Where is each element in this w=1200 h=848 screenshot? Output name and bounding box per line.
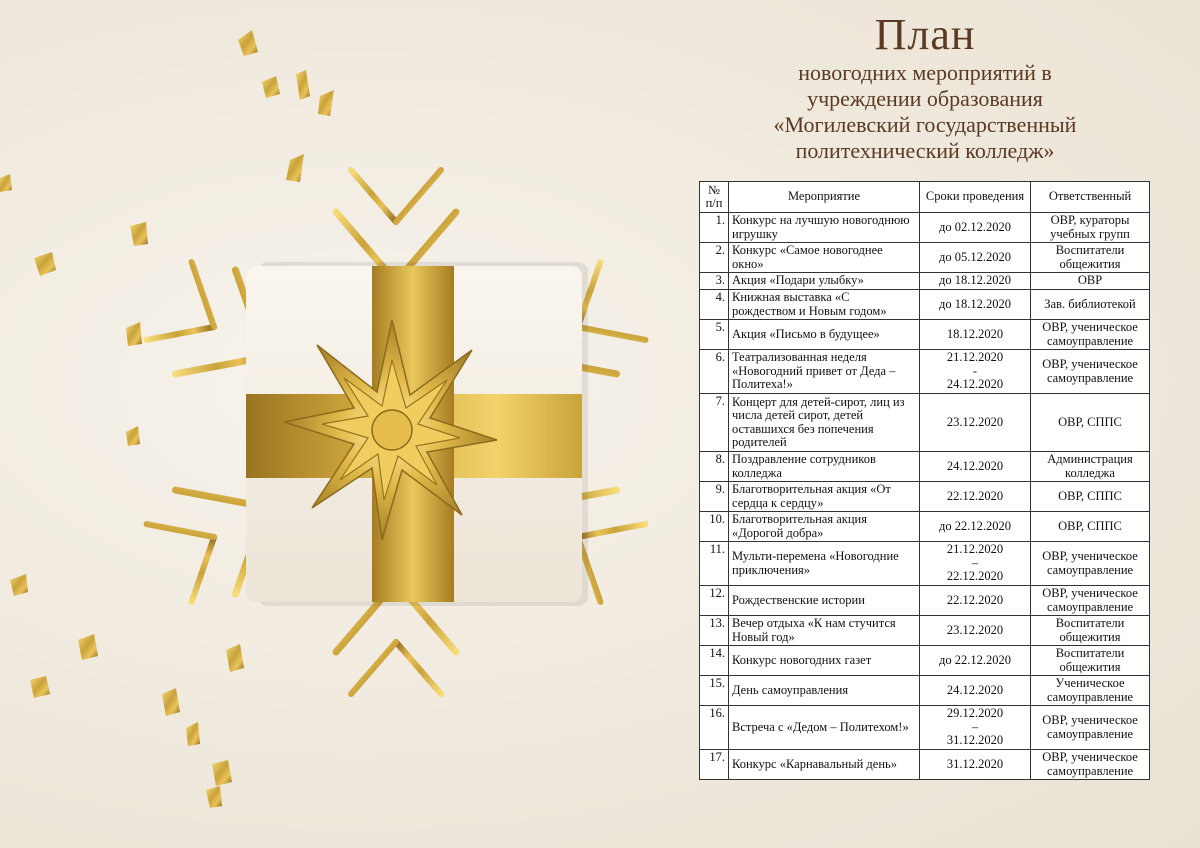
row-number: 7. <box>700 394 729 452</box>
event-name: Мульти-перемена «Новогодние приключения» <box>729 542 920 586</box>
date-line: 22.12.2020 <box>946 569 1004 584</box>
table-row <box>700 452 1150 482</box>
row-number: 1. <box>700 213 729 243</box>
responsible-party: ОВР, ученическое самоуправление <box>1031 320 1150 350</box>
event-name: Книжная выставка «С рождеством и Новым годом» <box>729 290 920 320</box>
event-name: Конкурс «Карнавальный день» <box>729 750 920 780</box>
table-row <box>700 290 1150 320</box>
table-row <box>700 676 1150 706</box>
event-name: Вечер отдыха «К нам стучится Новый год» <box>729 616 920 646</box>
event-name: Акция «Подари улыбку» <box>729 273 920 290</box>
date-line: до 18.12.2020 <box>939 296 1011 311</box>
responsible-party: ОВР, ученическое самоуправление <box>1031 750 1150 780</box>
event-name: Рождественские истории <box>729 586 920 616</box>
date-line: до 18.12.2020 <box>939 273 1011 288</box>
event-name: Благотворительная акция «От сердца к сердцу» <box>729 482 920 512</box>
date-line: 24.12.2020 <box>946 682 1004 697</box>
date-line: 21.12.2020 <box>946 350 1004 365</box>
date-line: - <box>972 363 978 378</box>
event-dates <box>920 646 1031 676</box>
date-line: – <box>971 719 979 734</box>
date-line: до 02.12.2020 <box>939 219 1011 234</box>
event-dates <box>920 394 1031 452</box>
responsible-party: ОВР, СППС <box>1031 512 1150 542</box>
table-row <box>700 273 1150 290</box>
event-name: Театрализованная неделя «Новогодний привет от Деда – Политеха!» <box>729 350 920 394</box>
responsible-party: ОВР, СППС <box>1031 482 1150 512</box>
subtitle-line-1: новогодних мероприятий в <box>798 60 1052 85</box>
date-line: 31.12.2020 <box>946 733 1004 748</box>
title-block <box>700 10 1150 164</box>
event-dates <box>920 586 1031 616</box>
date-line: 23.12.2020 <box>946 414 1004 429</box>
event-dates <box>920 243 1031 273</box>
table-row <box>700 213 1150 243</box>
row-number: 14. <box>700 646 729 676</box>
header-num: № п/п <box>700 182 729 213</box>
row-number: 9. <box>700 482 729 512</box>
event-dates <box>920 706 1031 750</box>
table-row <box>700 243 1150 273</box>
event-name: Поздравление сотрудников колледжа <box>729 452 920 482</box>
table-row <box>700 350 1150 394</box>
event-dates <box>920 512 1031 542</box>
event-name: Благотворительная акция «Дорогой добра» <box>729 512 920 542</box>
table-row <box>700 512 1150 542</box>
event-dates <box>920 542 1031 586</box>
row-number: 13. <box>700 616 729 646</box>
events-table <box>699 181 1150 780</box>
event-dates <box>920 213 1031 243</box>
responsible-party: ОВР <box>1031 273 1150 290</box>
responsible-party: Воспитатели общежития <box>1031 243 1150 273</box>
date-line: 29.12.2020 <box>946 706 1004 721</box>
date-line: до 22.12.2020 <box>939 518 1011 533</box>
subtitle-line-4: политехнический колледж» <box>795 138 1055 163</box>
responsible-party: Ученическое самоуправление <box>1031 676 1150 706</box>
table-row <box>700 646 1150 676</box>
event-name: Встреча с «Дедом – Политехом!» <box>729 706 920 750</box>
row-number: 15. <box>700 676 729 706</box>
row-number: 6. <box>700 350 729 394</box>
row-number: 10. <box>700 512 729 542</box>
responsible-party: Воспитатели общежития <box>1031 616 1150 646</box>
date-line: – <box>971 555 979 570</box>
event-dates <box>920 290 1031 320</box>
event-name: Конкурс новогодних газет <box>729 646 920 676</box>
table-row <box>700 586 1150 616</box>
table-row <box>700 706 1150 750</box>
responsible-party: ОВР, ученическое самоуправление <box>1031 706 1150 750</box>
table-row <box>700 482 1150 512</box>
event-dates <box>920 482 1031 512</box>
header-responsible: Ответственный <box>1031 182 1150 213</box>
date-line: 24.12.2020 <box>946 377 1004 392</box>
subtitle-line-2: учреждении образования <box>807 86 1043 111</box>
date-line: 22.12.2020 <box>946 592 1004 607</box>
table-row <box>700 750 1150 780</box>
responsible-party: Зав. библиотекой <box>1031 290 1150 320</box>
row-number: 11. <box>700 542 729 586</box>
event-name: Концерт для детей-сирот, лиц из числа детей сирот, детей оставшихся без попечения родителей <box>729 394 920 452</box>
event-name: Акция «Письмо в будущее» <box>729 320 920 350</box>
table-body <box>700 213 1150 780</box>
row-number: 2. <box>700 243 729 273</box>
row-number: 4. <box>700 290 729 320</box>
date-line: 24.12.2020 <box>946 458 1004 473</box>
event-name: Конкурс «Самое новогоднее окно» <box>729 243 920 273</box>
event-dates <box>920 616 1031 646</box>
event-name: День самоуправления <box>729 676 920 706</box>
row-number: 17. <box>700 750 729 780</box>
responsible-party: Воспитатели общежития <box>1031 646 1150 676</box>
header-event: Мероприятие <box>729 182 920 213</box>
responsible-party: ОВР, кураторы учебных групп <box>1031 213 1150 243</box>
date-line: 18.12.2020 <box>946 326 1004 341</box>
event-name: Конкурс на лучшую новогоднюю игрушку <box>729 213 920 243</box>
date-line: 22.12.2020 <box>946 488 1004 503</box>
responsible-party: ОВР, ученическое самоуправление <box>1031 542 1150 586</box>
table-row <box>700 616 1150 646</box>
responsible-party: ОВР, ученическое самоуправление <box>1031 586 1150 616</box>
table-row <box>700 320 1150 350</box>
subtitle-line-3: «Могилевский государственный <box>773 112 1077 137</box>
row-number: 16. <box>700 706 729 750</box>
date-line: до 05.12.2020 <box>939 249 1011 264</box>
responsible-party: Администрация колледжа <box>1031 452 1150 482</box>
table-row <box>700 394 1150 452</box>
row-number: 3. <box>700 273 729 290</box>
event-dates <box>920 452 1031 482</box>
table-header-row <box>700 182 1150 213</box>
event-dates <box>920 320 1031 350</box>
row-number: 8. <box>700 452 729 482</box>
row-number: 5. <box>700 320 729 350</box>
responsible-party: ОВР, ученическое самоуправление <box>1031 350 1150 394</box>
row-number: 12. <box>700 586 729 616</box>
event-dates <box>920 350 1031 394</box>
date-line: 23.12.2020 <box>946 622 1004 637</box>
event-dates <box>920 676 1031 706</box>
date-line: до 22.12.2020 <box>939 652 1011 667</box>
event-dates <box>920 273 1031 290</box>
date-line: 21.12.2020 <box>946 542 1004 557</box>
event-dates <box>920 750 1031 780</box>
responsible-party: ОВР, СППС <box>1031 394 1150 452</box>
header-dates: Сроки проведения <box>920 182 1031 213</box>
table-row <box>700 542 1150 586</box>
page-title: План <box>874 10 976 59</box>
date-line: 31.12.2020 <box>946 756 1004 771</box>
